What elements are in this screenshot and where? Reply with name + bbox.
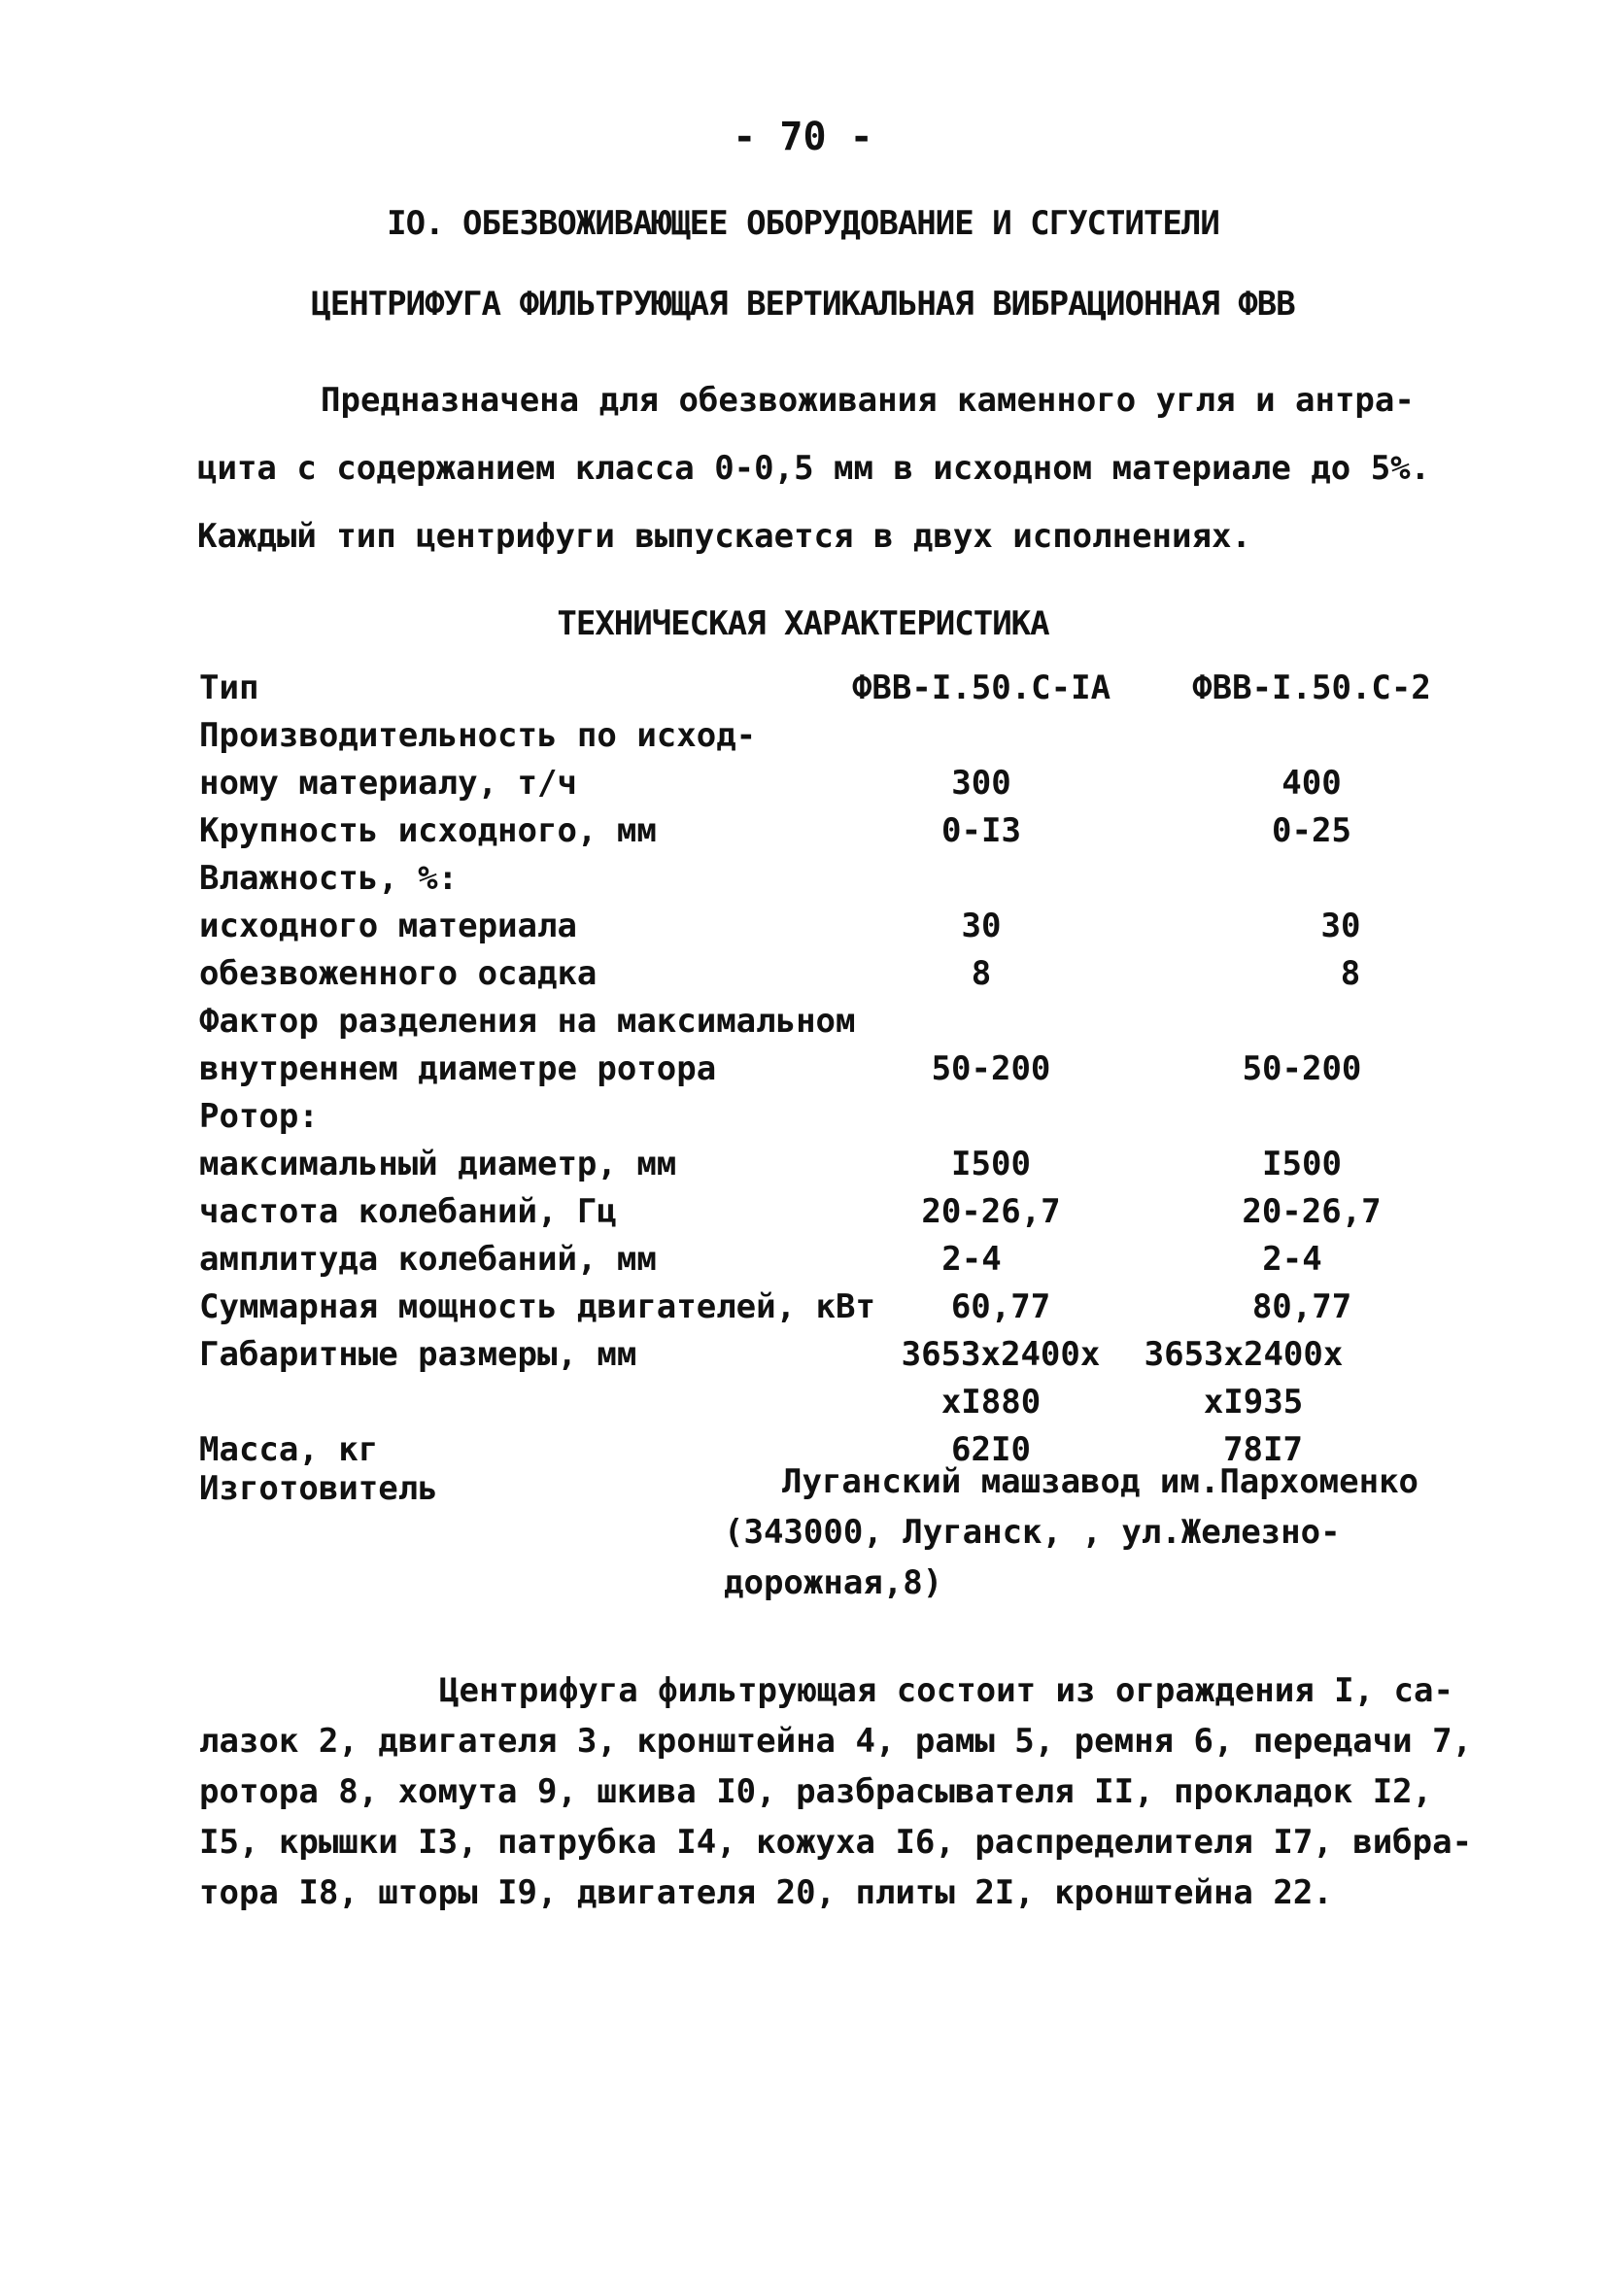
spec-value-1: 300 [951, 764, 1011, 803]
spec-label: Фактор разделения на максимальном [199, 1002, 856, 1041]
spec-label: Влажность, %: [199, 859, 459, 898]
spec-value-2: ФВВ-I.50.С-2 [1192, 668, 1431, 707]
spec-value-2: 30 [1320, 907, 1361, 945]
spec-value-1: 2-4 [941, 1240, 1002, 1279]
spec-label: внутреннем диаметре ротора [199, 1049, 717, 1088]
manufacturer-line: Луганский машзавод им.Пархоменко [782, 1462, 1419, 1501]
spec-value-2: 400 [1281, 764, 1342, 803]
spec-label: Габаритные размеры, мм [199, 1335, 637, 1374]
spec-label: амплитуда колебаний, мм [199, 1240, 657, 1279]
spec-label: Масса, кг [199, 1430, 379, 1469]
spec-value-2: I500 [1262, 1145, 1342, 1183]
spec-value-2: 0-25 [1272, 811, 1351, 850]
spec-value-1: ФВВ-I.50.С-IА [851, 668, 1111, 707]
spec-value-2: 78I7 [1223, 1430, 1303, 1469]
spec-label: Ротор: [199, 1097, 319, 1136]
spec-label: Суммарная мощность двигателей, кВт [199, 1287, 875, 1326]
spec-value-1: 20-26,7 [921, 1192, 1061, 1231]
spec-label: Крупность исходного, мм [199, 811, 657, 850]
spec-value-1: 50-200 [931, 1049, 1051, 1088]
spec-value-1: 30 [961, 907, 1002, 945]
spec-label: Производительность по исход- [199, 716, 757, 755]
spec-label: ному материалу, т/ч [199, 764, 577, 803]
manufacturer-line: (343000, Луганск, , ул.Железно- [724, 1513, 1341, 1552]
spec-value-1: 62I0 [951, 1430, 1031, 1469]
spec-label: Тип [199, 668, 259, 707]
spec-value-1: 0-I3 [941, 811, 1021, 850]
description-line: тора I8, шторы I9, двигателя 20, плиты 2I, кронштейна 22. [199, 1873, 1333, 1912]
spec-value-2: 80,77 [1251, 1287, 1352, 1326]
spec-value-2: 50-200 [1242, 1049, 1362, 1088]
spec-value-1: xI880 [940, 1383, 1042, 1422]
spec-label: обезвоженного осадка [199, 954, 598, 993]
manufacturer-label: Изготовитель [199, 1469, 438, 1508]
spec-value-1: 8 [971, 954, 992, 993]
spec-label: исходного материала [199, 907, 577, 945]
spec-value-1: 3653x2400x [901, 1335, 1101, 1374]
section-title: IO. ОБЕЗВОЖИВАЮЩЕЕ ОБОРУДОВАНИЕ И СГУСТИТЕЛИ [387, 204, 1219, 243]
intro-line: Предназначена для обезвоживания каменного угля и антра- [321, 381, 1415, 420]
manufacturer-line: дорожная,8) [724, 1563, 943, 1602]
spec-label: частота колебаний, Гц [199, 1192, 617, 1231]
intro-line: цита с содержанием класса 0-0,5 мм в исходном материале до 5%. [197, 449, 1431, 488]
spec-value-1: I500 [951, 1145, 1031, 1183]
spec-value-2: 2-4 [1262, 1240, 1322, 1279]
spec-label: максимальный диаметр, мм [199, 1145, 677, 1183]
description-line: ротора 8, хомута 9, шкива I0, разбрасывателя II, прокладок I2, [199, 1772, 1433, 1811]
spec-value-2: 20-26,7 [1242, 1192, 1382, 1231]
product-title: ЦЕНТРИФУГА ФИЛЬТРУЮЩАЯ ВЕРТИКАЛЬНАЯ ВИБРАЦИОННАЯ ФВВ [311, 285, 1295, 324]
page-number: - 70 - [733, 115, 873, 159]
spec-value-2: 3653x2400x [1144, 1335, 1344, 1374]
intro-line: Каждый тип центрифуги выпускается в двух исполнениях. [197, 517, 1251, 556]
description-line: I5, крышки I3, патрубка I4, кожуха I6, распределителя I7, вибра- [199, 1823, 1473, 1862]
spec-value-2: xI935 [1203, 1383, 1304, 1422]
description-line: лазок 2, двигателя 3, кронштейна 4, рамы 5, ремня 6, передачи 7, [199, 1722, 1473, 1761]
spec-title: ТЕХНИЧЕСКАЯ ХАРАКТЕРИСТИКА [557, 604, 1049, 643]
spec-value-1: 60,77 [950, 1287, 1051, 1326]
description-line: Центрифуга фильтрующая состоит из ограждения I, са- [439, 1671, 1453, 1710]
spec-value-2: 8 [1340, 954, 1361, 993]
